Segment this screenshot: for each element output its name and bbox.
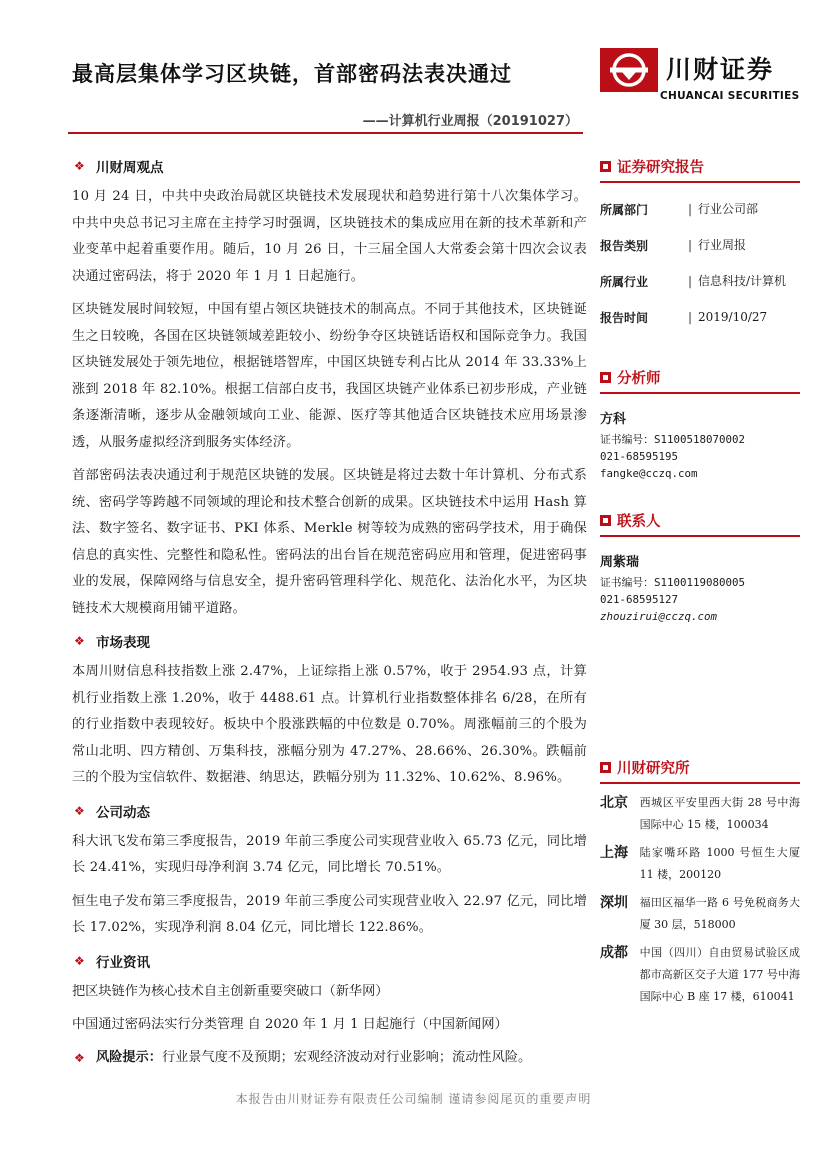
contact-email[interactable]: zhouzirui@cczq.com xyxy=(600,610,718,623)
info-row-category: 报告类别 | 行业周报 xyxy=(600,238,747,253)
sidebar-heading-contact: 联系人 xyxy=(600,510,800,537)
analyst-email[interactable]: fangke@cczq.com xyxy=(600,467,698,480)
office-shenzhen: 深圳 福田区福华一路 6 号免税商务大厦 30 层，518000 xyxy=(600,895,800,931)
analyst-name: 方科 xyxy=(600,412,627,427)
diamond-bullet-icon: ❖ xyxy=(74,953,85,968)
contact-card xyxy=(600,551,800,625)
sidebar-heading-analyst: 分析师 xyxy=(600,367,800,394)
office-chengdu: 成都 中国（四川）自由贸易试验区成都市高新区交子大道 177 号中海国际中心 B 座 17 楼，610041 xyxy=(600,945,800,1003)
section-heading-market: ❖ 市场表现 xyxy=(74,634,150,651)
risk-text: 行业景气度不及预期；宏观经济波动对行业影响；流动性风险。 xyxy=(161,1049,532,1065)
section-heading-company: ❖ 公司动态 xyxy=(74,803,150,821)
risk-label: 风险提示： xyxy=(96,1049,162,1065)
industry-news-item: 中国通过密码法实行分类管理 自 2020 年 1 月 1 日起施行（中国新闻网） xyxy=(72,1016,508,1032)
viewpoint-paragraph: 首部密码法表决通过利于规范区块链的发展。区块链是将过去数十年计算机、分布式系统、密码学等跨越不同领域的理论和技术整合创新的成果。区块链技术中运用 Hash 算法、数字签名、数字证书、PKI 体系、Merkle 树等较为成熟的密码学技术，用于确保信息的真实性、完整性和隐私性。密码法的出台旨在规范密码应用和管理，促进密码事业的发展，保障网络与信息安全，提升密码管理科学化、规范化、法治化水平，为区块链技术大规模商用铺平道路。 xyxy=(72,468,587,616)
diamond-bullet-icon: ❖ xyxy=(74,1050,85,1065)
analyst-card xyxy=(600,408,800,482)
analyst-phone: 021-68595195 xyxy=(600,450,679,463)
company-paragraph: 恒生电子发布第三季度报告，2019 年前三季度公司实现营业收入 22.97 亿元，同比增长 17.02%，实现净利润 8.04 亿元，同比增长 122.86%。 xyxy=(72,893,587,935)
square-bullet-icon xyxy=(600,161,611,172)
contact-name: 周紫瑞 xyxy=(600,555,640,570)
company-paragraph: 科大讯飞发布第三季度报告，2019 年前三季度公司实现营业收入 65.73 亿元，同比增长 24.41%，实现归母净利润 3.74 亿元，同比增长 70.51%。 xyxy=(72,833,587,875)
brand-name: 川财证券 xyxy=(666,55,775,84)
sidebar xyxy=(600,156,800,1014)
contact-cert: 证书编号：S1100119080005 xyxy=(600,576,745,589)
diamond-bullet-icon: ❖ xyxy=(74,803,85,818)
office-beijing: 北京 西城区平安里西大街 28 号中海国际中心 15 楼，100034 xyxy=(600,795,800,831)
market-paragraph: 本周川财信息科技指数上涨 2.47%，上证综指上涨 0.57%，收于 2954.93 点，计算机行业指数上涨 1.20%，收于 4488.61 点。计算机行业指数整体排名 6/28，在所有的行业指数中表现较好。板块中个股涨跌幅的中位数是 0.70%。周涨幅前三的个股为常山北明、四方精创、万集科技，涨幅分别为 47.27%、28.66%、26.30%。跌幅前三的个股为宝信软件、数据港、纳思达，跌幅分别为 11.32%、10.62%、8.96%。 xyxy=(72,664,587,785)
report-subtitle: ——计算机行业周报（20191027） xyxy=(362,114,578,129)
sidebar-heading-institute: 川财研究所 xyxy=(600,757,800,784)
diamond-bullet-icon: ❖ xyxy=(74,634,85,648)
chuancai-logo-icon xyxy=(600,48,658,92)
info-row-date: 报告时间 | 2019/10/27 xyxy=(600,310,768,325)
sidebar-heading-report: 证券研究报告 xyxy=(600,156,800,183)
square-bullet-icon xyxy=(600,515,611,526)
analyst-cert: 证书编号：S1100518070002 xyxy=(600,433,745,446)
info-row-department: 所属部门 | 行业公司部 xyxy=(600,202,759,217)
section-heading-viewpoint: ❖ 川财周观点 xyxy=(74,159,164,176)
section-heading-industry: ❖ 行业资讯 xyxy=(74,953,150,971)
report-title: 最高层集体学习区块链，首部密码法表决通过 xyxy=(72,62,512,86)
contact-phone: 021-68595127 xyxy=(600,593,679,606)
viewpoint-paragraph: 10 月 24 日，中共中央政治局就区块链技术发展现状和趋势进行第十八次集体学习。中共中央总书记习主席在主持学习时强调，区块链技术的集成应用在新的技术革新和产业变革中起着重要作用。随后，10 月 26 日，十三届全国人大常委会第十四次会议表决通过密码法，将于 2020 年 1 月 1 日起施行。 xyxy=(72,189,587,284)
page-footer: 本报告由川财证券有限责任公司编制 谨请参阅尾页的重要声明 xyxy=(235,1092,592,1106)
brand-name-en: CHUANCAI SECURITIES xyxy=(660,90,800,102)
header-divider xyxy=(68,132,583,134)
risk-warning xyxy=(72,1045,587,1071)
office-shanghai: 上海 陆家嘴环路 1000 号恒生大厦 11 楼，200120 xyxy=(600,845,800,881)
diamond-bullet-icon: ❖ xyxy=(74,159,85,173)
square-bullet-icon xyxy=(600,372,611,383)
square-bullet-icon xyxy=(600,762,611,773)
viewpoint-paragraph: 区块链发展时间较短，中国有望占领区块链技术的制高点。不同于其他技术，区块链诞生之日较晚，各国在区块链领域差距较小、纷纷争夺区块链话语权和国际竞争力。我国区块链发展处于领先地位，根据链塔智库，中国区块链专利占比从 2014 年 33.33%上涨到 2018 年 82.10%。根据工信部白皮书，我国区块链产业体系已初步形成，产业链条逐渐清晰，逐步从金融领域向工业、能源、医疗等其他适合区块链技术应用场景渗透，从服务虚拟经济到服务实体经济。 xyxy=(72,302,587,450)
info-row-industry: 所属行业 | 信息科技/计算机 xyxy=(600,274,787,289)
industry-news-item: 把区块链作为核心技术自主创新重要突破口（新华网） xyxy=(72,983,389,999)
main-content xyxy=(72,148,587,1071)
